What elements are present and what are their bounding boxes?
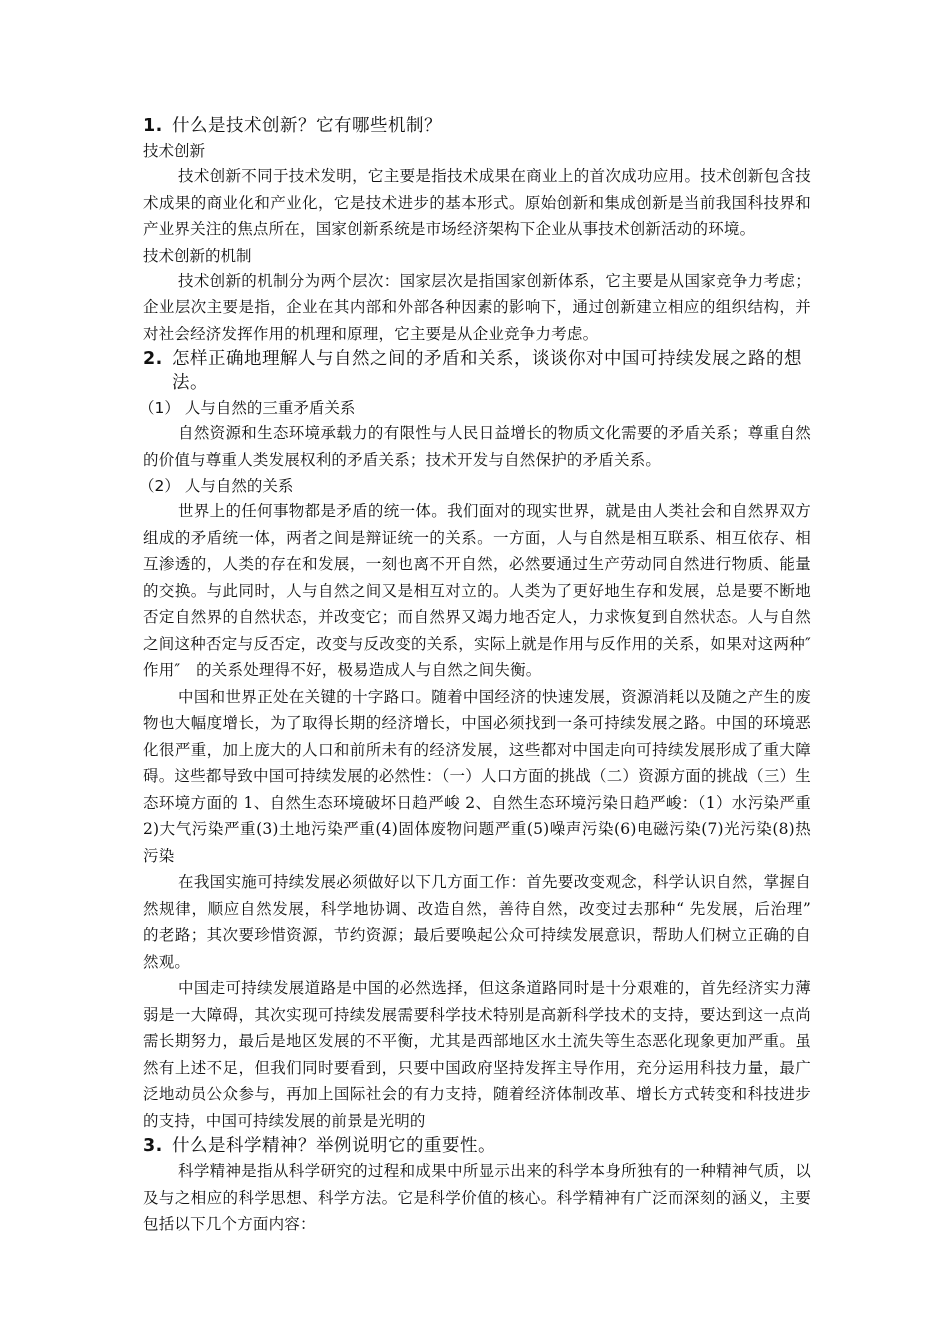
subsection-2-title: 人与自然的关系	[184, 477, 294, 495]
subsection-1-title: 人与自然的三重矛盾关系	[184, 399, 356, 417]
paragraph-triple-contradiction: 自然资源和生态环境承载力的有限性与人民日益增长的物质文化需要的矛盾关系；尊重自然的价值与尊重人类发展权利的矛盾关系；技术开发与自然保护的矛盾关系。	[143, 424, 811, 469]
subsection-1-heading	[139, 397, 811, 420]
paragraph-china-crossroads: 中国和世界正处在关键的十字路口。随着中国经济的快速发展，资源消耗以及随之产生的废物也大幅度增长，为了取得长期的经济增长，中国必须找到一条可持续发展之路。中国的环境恶化很严重，加上庞大的人口和前所未有的经济发展，这些都对中国走向可持续发展形成了重大障碍。这些都导致中国可持续发展的必然性：（一）人口方面的挑战（二）资源方面的挑战（三）生态环境方面的 1、自然生态环境破坏日趋严峻 2、自然生态环境污染日趋严峻：（1）水污染严重 2)大气污染严重(3)土地污染严重(4)固体废物问题严重(5)噪声污染(6)电磁污染(7)光污染(8)热污染	[143, 687, 811, 865]
question-3-text: 什么是科学精神？举例说明它的重要性。	[172, 1136, 496, 1156]
question-2-number: 2.	[143, 349, 163, 369]
paragraph-innovation-mechanism: 技术创新的机制分为两个层次：国家层次是指国家创新体系，它主要是从国家竞争力考虑；企业层次主要是指，企业在其内部和外部各种因素的影响下，通过创新建立相应的组织结构，并对社会经济发挥作用的机理和原理，它主要是从企业竞争力考虑。	[143, 271, 811, 343]
question-3-number: 3.	[143, 1136, 163, 1156]
paragraph-human-nature-relation: 世界上的任何事物都是矛盾的统一体。我们面对的现实世界，就是由人类社会和自然界双方组成的矛盾统一体，两者之间是辩证统一的关系。一方面，人与自然是相互联系、相互依存、相互渗透的，人类的存在和发展，一刻也离不开自然，必然要通过生产劳动同自然进行物质、能量的交换。与此同时，人与自然之间又是相互对立的。人类为了更好地生存和发展，总是要不断地否定自然界的自然状态，并改变它；而自然界又竭力地否定人，力求恢复到自然状态。人与自然之间这种否定与反否定，改变与反改变的关系，实际上就是作用与反作用的关系，如果对这两种″ 作用″ 的关系处理得不好，极易造成人与自然之间失衡。	[143, 502, 827, 679]
question-2-text: 怎样正确地理解人与自然之间的矛盾和关系，谈谈你对中国可持续发展之路的想法。	[172, 349, 802, 393]
question-1-text: 什么是技术创新？它有哪些机制？	[172, 116, 442, 136]
document-page	[139, 114, 827, 1238]
question-1-number: 1.	[143, 116, 163, 136]
subsection-1-label: （1）	[139, 399, 180, 417]
question-2-heading	[143, 347, 811, 395]
question-3-heading	[143, 1134, 811, 1158]
paragraph-tech-innovation: 技术创新不同于技术发明，它主要是指技术成果在商业上的首次成功应用。技术创新包含技术成果的商业化和产业化，它是技术进步的基本形式。原始创新和集成创新是当前我国科技界和产业界关注的焦点所在，国家创新系统是市场经济架构下企业从事技术创新活动的环境。	[143, 167, 811, 238]
subsection-2-label: （2）	[139, 477, 180, 495]
subsection-2-heading	[139, 475, 811, 498]
paragraph-implementation: 在我国实施可持续发展必须做好以下几方面工作：首先要改变观念，科学认识自然，掌握自然规律，顺应自然发展，科学地协调、改造自然，善待自然，改变过去那种“ 先发展，后治理” 的老路；其次要珍惜资源，节约资源；最后要唤起公众可持续发展意识，帮助人们树立正确的自然观。	[143, 873, 811, 971]
paragraph-sustainable-path: 中国走可持续发展道路是中国的必然选择，但这条道路同时是十分艰难的，首先经济实力薄弱是一大障碍，其次实现可持续发展需要科学技术特别是高新科学技术的支持，要达到这一点尚需长期努力，最后是地区发展的不平衡，尤其是西部地区水土流失等生态恶化现象更加严重。虽然有上述不足，但我们同时要看到，只要中国政府坚持发挥主导作用，充分运用科技力量，最广泛地动员公众参与，再加上国际社会的有力支持，随着经济体制改革、增长方式转变和科技进步的支持，中国可持续发展的前景是光明的	[143, 979, 811, 1130]
paragraph-scientific-spirit: 科学精神是指从科学研究的过程和成果中所显示出来的科学本身所独有的一种精神气质，以及与之相应的科学思想、科学方法。它是科学价值的核心。科学精神有广泛而深刻的涵义，主要包括以下几个方面内容：	[143, 1162, 811, 1233]
section-heading-innovation-mechanism: 技术创新的机制	[143, 246, 252, 265]
question-1-heading	[143, 114, 811, 138]
section-heading-tech-innovation: 技术创新	[143, 142, 206, 160]
